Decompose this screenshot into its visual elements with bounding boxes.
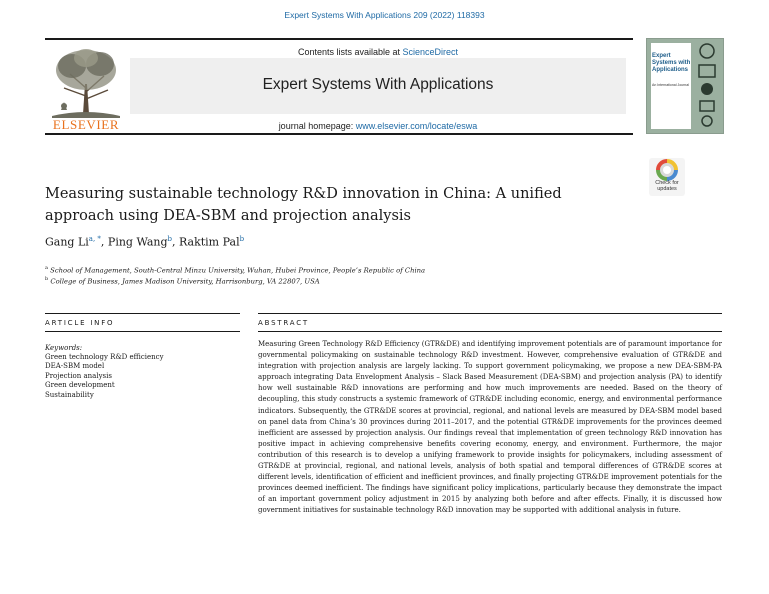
elsevier-wordmark: ELSEVIER [52,117,120,132]
journal-cover[interactable] [646,38,724,134]
affiliation [45,276,320,285]
keyword-item: Sustainability [45,390,94,399]
author-name[interactable]: Raktim Pal [178,235,240,249]
article-info-rule-top [45,313,240,314]
affiliation-text: College of Business, James Madison University, Harrisonburg, VA 22807, USA [50,277,320,286]
keyword-list [45,353,164,400]
author-sup[interactable]: b [239,235,245,243]
affiliation-sup: a [45,265,48,271]
keyword-item: Green technology R&D efficiency [45,353,164,361]
author-list: Gang $Li^{a, *}$, Ping Wang$^b$, Raktim Pal$^b$ [45,235,245,249]
check-for-updates-icon[interactable] [647,158,687,198]
journal-citation[interactable]: Expert Systems With Applications 209 (2022) 118393 [284,10,485,20]
journal-title: Expert Systems With Applications [262,76,494,93]
author-sup[interactable]: a, * [88,235,101,243]
article-info-rule-bottom [45,331,240,332]
abstract-heading: ABSTRACT [258,319,309,327]
author-name[interactable]: Gang Li [45,235,89,249]
paper-title: Measuring sustainable technology R&D innovation in China: A unified approach using DEA-SBM and projection analysis [45,186,562,224]
check-label-line1: Check for [655,180,679,186]
abstract-rule-top [258,313,722,314]
keyword-item: Green development [45,381,115,390]
cover-title: Expert Systems with Applications [652,53,691,73]
affiliation-sup: b [45,276,49,282]
sciencedirect-link[interactable]: ScienceDirect [402,47,459,57]
author-name[interactable]: Ping Wang [107,235,168,249]
author-sup[interactable]: b [167,235,172,243]
journal-homepage-link[interactable]: www.elsevier.com/locate/eswa [355,121,478,131]
contents-line [130,47,626,57]
check-for-updates-label[interactable] [640,180,694,192]
homepage-line [130,121,626,131]
affiliation-text: School of Management, South-Central Minzu University, Wuhan, Hubei Province, People’s Republic of China [50,266,426,275]
header-top-rule [45,38,633,40]
keywords-label: Keywords: [45,344,83,352]
abstract-rule-bottom [258,331,722,332]
affiliation [45,265,425,274]
abstract-text: Measuring Green Technology R&D Efficiency (GTR&DE) and identifying improvement potentials are of paramount importance for governmental policymaking on sustainable technology R&D investment. However, comprehensive evaluation of GTR&DE and integration with projection analysis are largely lacking. To support government policymaking, we propose a new DEA-SBM-PA approach integrating Data Envelopment Analysis – Slack Based Measurement (DEA-SBM) and projection analysis (PA) to identify how well sustainable R&D innovations are performing and how much improvements are needed. Based on the theory of decoupling, this study constructs a systemic framework of GTR&DE including economic, energy, and environmental performance indicators. Subsequently, the GTR&DE scores at provincial, regional, and national levels are measured by DEA-SBM model based on panel data from China’s 30 provinces during 2011–2017, and the potential GTR&DE improvements for the provinces deemed inefficient are assessed by projection analysis. Our findings reveal that implementation of green technology R&D innovation has positive impact in achieving comprehensive benefits covering economy, energy, and environment. Furthermore, the major contribution of this research is to develop a unifying framework to provide insights for policymakers, including assessment of GTR&DE at provincial, regional, and national levels, analysis of both spatial and temporal differences of GTR&DE scores at different levels, identification of efficient and inefficient provinces, and finally projecting GTR&DE improvement potentials for the provinces deemed inefficient. The findings have significant policy implications, particularly because they demonstrate the impact of an important government policy adjustment in 2015 by analyzing both before and after effects. Finally, it is discussed how government initiatives for sustainable technology R&D innovation may be supported with additional analysis in future. [258,340,722,515]
keyword-item: Projection analysis [45,371,112,380]
article-info-heading: ARTICLE INFO [45,319,115,327]
contents-prefix: Contents lists available at [297,47,403,57]
check-label-line2: updates [657,186,677,192]
header-bottom-rule [45,133,633,135]
cover-subtitle: An International Journal [652,83,689,87]
cover-art-icon [693,41,721,131]
keyword-item: DEA-SBM model [45,362,105,371]
homepage-prefix: journal homepage: [278,121,356,131]
